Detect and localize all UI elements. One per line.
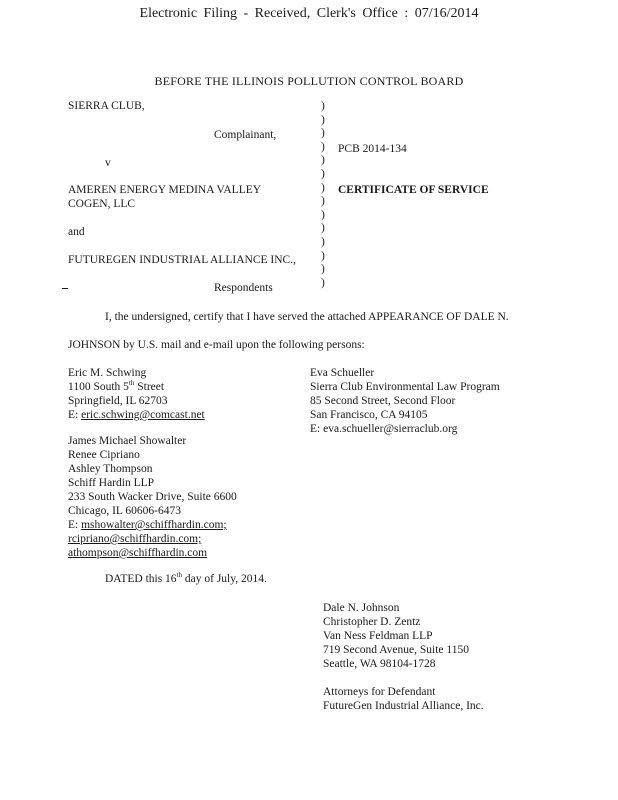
dated-text: day of July, 2014. <box>182 573 267 585</box>
case-number: PCB 2014-134 <box>338 143 407 155</box>
signer-role: Attorneys for Defendant <box>323 686 436 698</box>
email-label: E: <box>68 409 82 421</box>
service-party-schwing <box>68 366 205 422</box>
street-text: Street <box>134 381 165 393</box>
paren: ) <box>321 127 325 140</box>
party-email-line <box>68 546 237 560</box>
dated-text: DATED this 16 <box>105 573 177 585</box>
email-label: E: <box>68 519 82 531</box>
email-link[interactable]: mshowalter@schiffhardin.com; <box>81 519 227 531</box>
board-title: BEFORE THE ILLINOIS POLLUTION CONTROL BOARD <box>154 74 464 88</box>
party-city: Chicago, IL 60606-6473 <box>68 505 181 517</box>
signer-name: Christopher D. Zentz <box>323 616 421 628</box>
spacer <box>323 671 484 685</box>
paren: ) <box>321 222 325 235</box>
paren: ) <box>321 154 325 167</box>
ordinal-suffix: th <box>128 379 135 388</box>
party-city: Springfield, IL 62703 <box>68 395 168 407</box>
party-street: 85 Second Street, Second Floor <box>310 395 456 407</box>
service-party-schueller <box>310 366 500 436</box>
signer-name: Dale N. Johnson <box>323 602 400 614</box>
paren: ) <box>321 140 325 153</box>
party-name: Eva Schueller <box>310 367 375 379</box>
service-party-schiff-hardin <box>68 434 237 560</box>
party-firm: Schiff Hardin LLP <box>68 477 155 489</box>
paren: ) <box>321 181 325 194</box>
ordinal-suffix: th <box>176 571 183 580</box>
party-email-line <box>68 518 237 532</box>
paren: ) <box>321 100 325 112</box>
certify-line-2: JOHNSON by U.S. mail and e-mail upon the following persons: <box>68 339 365 351</box>
signer-firm: Van Ness Feldman LLP <box>323 630 433 642</box>
caption-parens <box>321 100 325 290</box>
plaintiff-name: SIERRA CLUB, <box>68 100 145 112</box>
paren: ) <box>321 235 325 248</box>
paren: ) <box>321 263 325 276</box>
street-text: 1100 South 5 <box>68 381 129 393</box>
and-label: and <box>68 226 85 238</box>
document-type: CERTIFICATE OF SERVICE <box>338 184 489 196</box>
defendant-line2: COGEN, LLC <box>68 198 136 210</box>
versus-label: v <box>105 157 111 169</box>
party-email-line <box>310 422 500 436</box>
signer-client: FutureGen Industrial Alliance, Inc. <box>323 700 484 712</box>
dated-line <box>105 573 267 585</box>
party-email-line <box>68 532 237 546</box>
filing-stamp: Electronic Filing - Received, Clerk's Office : 07/16/2014 <box>139 6 479 21</box>
certify-line-1: I, the undersigned, certify that I have served the attached APPEARANCE OF DALE N. <box>105 311 509 323</box>
party-city: San Francisco, CA 94105 <box>310 409 428 421</box>
party-org: Sierra Club Environmental Law Program <box>310 381 500 393</box>
paren: ) <box>321 276 325 289</box>
complainant-label: Complainant, <box>214 129 277 141</box>
party-street <box>68 380 205 394</box>
email-link[interactable]: rcipriano@schiffhardin.com; <box>68 533 202 545</box>
signer-street: 719 Second Avenue, Suite 1150 <box>323 644 469 656</box>
paren: ) <box>321 195 325 208</box>
defendant-line1: AMEREN ENERGY MEDINA VALLEY <box>68 184 262 196</box>
party-email-line <box>68 408 205 422</box>
paren: ) <box>321 113 325 126</box>
paren: ) <box>321 249 325 262</box>
email-text[interactable]: eva.schueller@sierraclub.org <box>323 423 458 435</box>
party-name: Eric M. Schwing <box>68 367 147 379</box>
email-link[interactable]: eric.schwing@comcast.net <box>81 409 205 421</box>
party-name: James Michael Showalter <box>68 435 187 447</box>
party-street: 233 South Wacker Drive, Suite 6600 <box>68 491 237 503</box>
party-name: Ashley Thompson <box>68 463 153 475</box>
email-label: E: <box>310 423 324 435</box>
paren: ) <box>321 208 325 221</box>
signature-block <box>323 601 484 713</box>
defendant2-name: FUTUREGEN INDUSTRIAL ALLIANCE INC., <box>68 254 296 266</box>
caption-dash <box>62 288 68 289</box>
email-link[interactable]: athompson@schiffhardin.com <box>68 547 208 559</box>
paren: ) <box>321 167 325 180</box>
respondents-label: Respondents <box>214 282 273 294</box>
party-name: Renee Cipriano <box>68 449 140 461</box>
signer-city: Seattle, WA 98104-1728 <box>323 658 436 670</box>
